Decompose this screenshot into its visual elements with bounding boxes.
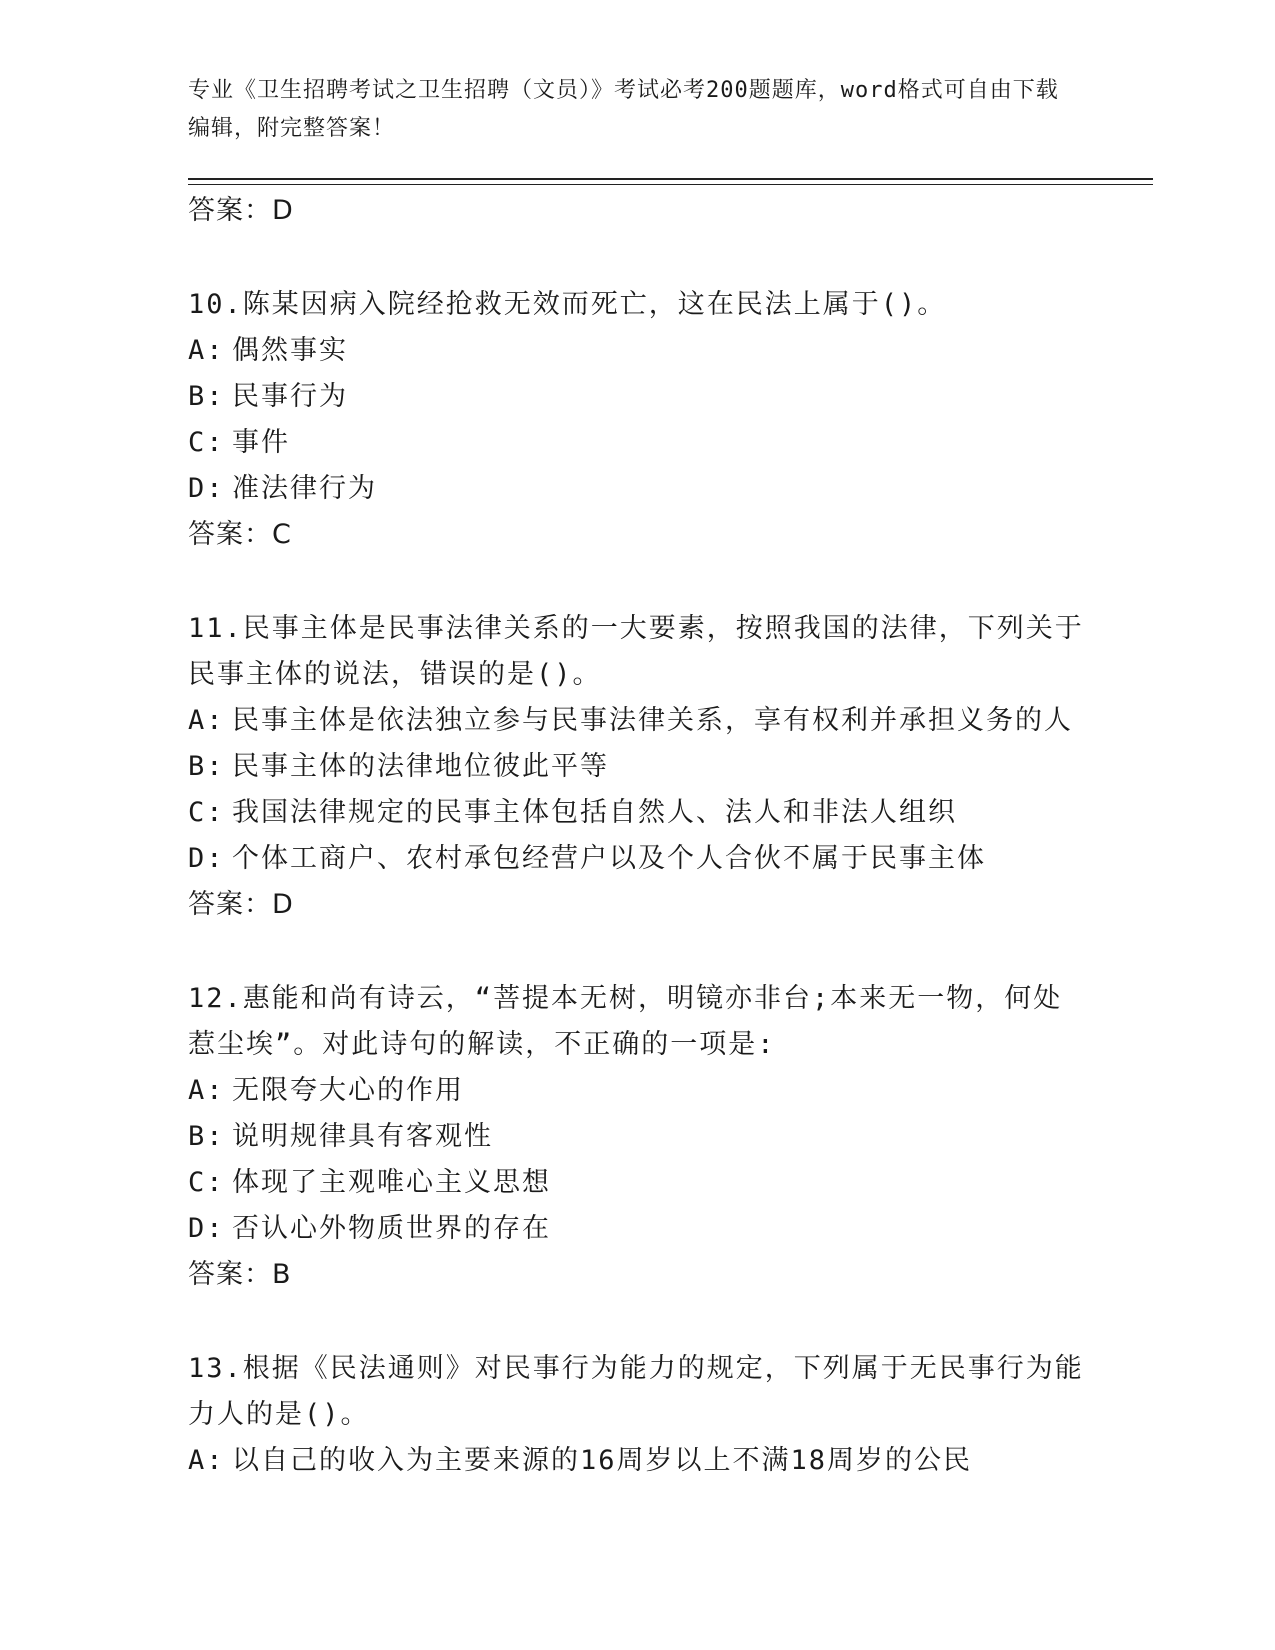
option-text: 以自己的收入为主要来源的16周岁以上不满18周岁的公民 [232,1445,973,1476]
option-text: 个体工商户、农村承包经营户以及个人合伙不属于民事主体 [232,843,986,874]
question-text: 12.惠能和尚有诗云，“菩提本无树，明镜亦非台;本来无一物，何处惹尘埃”。对此诗句的解读，不正确的一项是: [188,983,1063,1060]
question-13 [188,1346,1088,1484]
option-b [188,374,1088,420]
option-c [188,420,1088,466]
option-a [188,698,1088,744]
option-text: 体现了主观唯心主义思想 [232,1167,551,1198]
document-header: 专业《卫生招聘考试之卫生招聘（文员）》考试必考200题题库，word格式可自由下载编辑，附完整答案！ [188,78,1059,141]
question-text: 10.陈某因病入院经抢救无效而死亡，这在民法上属于()。 [188,289,947,320]
option-a [188,328,1088,374]
question-text: 13.根据《民法通则》对民事行为能力的规定，下列属于无民事行为能力人的是()。 [188,1353,1084,1430]
option-text: 否认心外物质世界的存在 [232,1213,551,1244]
option-letter: C: [188,797,225,828]
option-text: 民事主体是依法独立参与民事法律关系，享有权利并承担义务的人 [232,705,1073,736]
option-b [188,1114,1088,1160]
option-text: 我国法律规定的民事主体包括自然人、法人和非法人组织 [232,797,957,828]
header-divider-thin [188,184,1153,185]
option-letter: B: [188,751,225,782]
option-letter: D: [188,843,225,874]
option-text: 无限夸大心的作用 [232,1075,464,1106]
option-d [188,466,1088,512]
option-text: 说明规律具有客观性 [232,1121,493,1152]
question-10 [188,282,1088,558]
option-text: 偶然事实 [232,335,348,366]
option-letter: A: [188,1445,225,1476]
option-letter: D: [188,1213,225,1244]
header-divider-thick [188,178,1153,180]
answer: 答案：C [188,519,292,550]
answer: 答案：D [188,889,294,920]
option-text: 准法律行为 [232,473,377,504]
option-letter: A: [188,705,225,736]
option-text: 事件 [232,427,290,458]
option-d [188,1206,1088,1252]
answer-previous: 答案：D [188,195,294,226]
question-11 [188,606,1088,928]
option-text: 民事主体的法律地位彼此平等 [232,751,609,782]
option-c [188,1160,1088,1206]
option-letter: C: [188,427,225,458]
option-d [188,836,1088,882]
option-letter: C: [188,1167,225,1198]
option-letter: B: [188,1121,225,1152]
question-12 [188,976,1088,1298]
option-text: 民事行为 [232,381,348,412]
option-letter: A: [188,1075,225,1106]
option-c [188,790,1088,836]
answer: 答案：B [188,1259,292,1290]
option-letter: A: [188,335,225,366]
question-text: 11.民事主体是民事法律关系的一大要素，按照我国的法律，下列关于民事主体的说法，错误的是()。 [188,613,1084,690]
option-b [188,744,1088,790]
option-letter: D: [188,473,225,504]
option-a [188,1068,1088,1114]
option-letter: B: [188,381,225,412]
option-a [188,1438,1088,1484]
document-body [188,188,1088,1484]
